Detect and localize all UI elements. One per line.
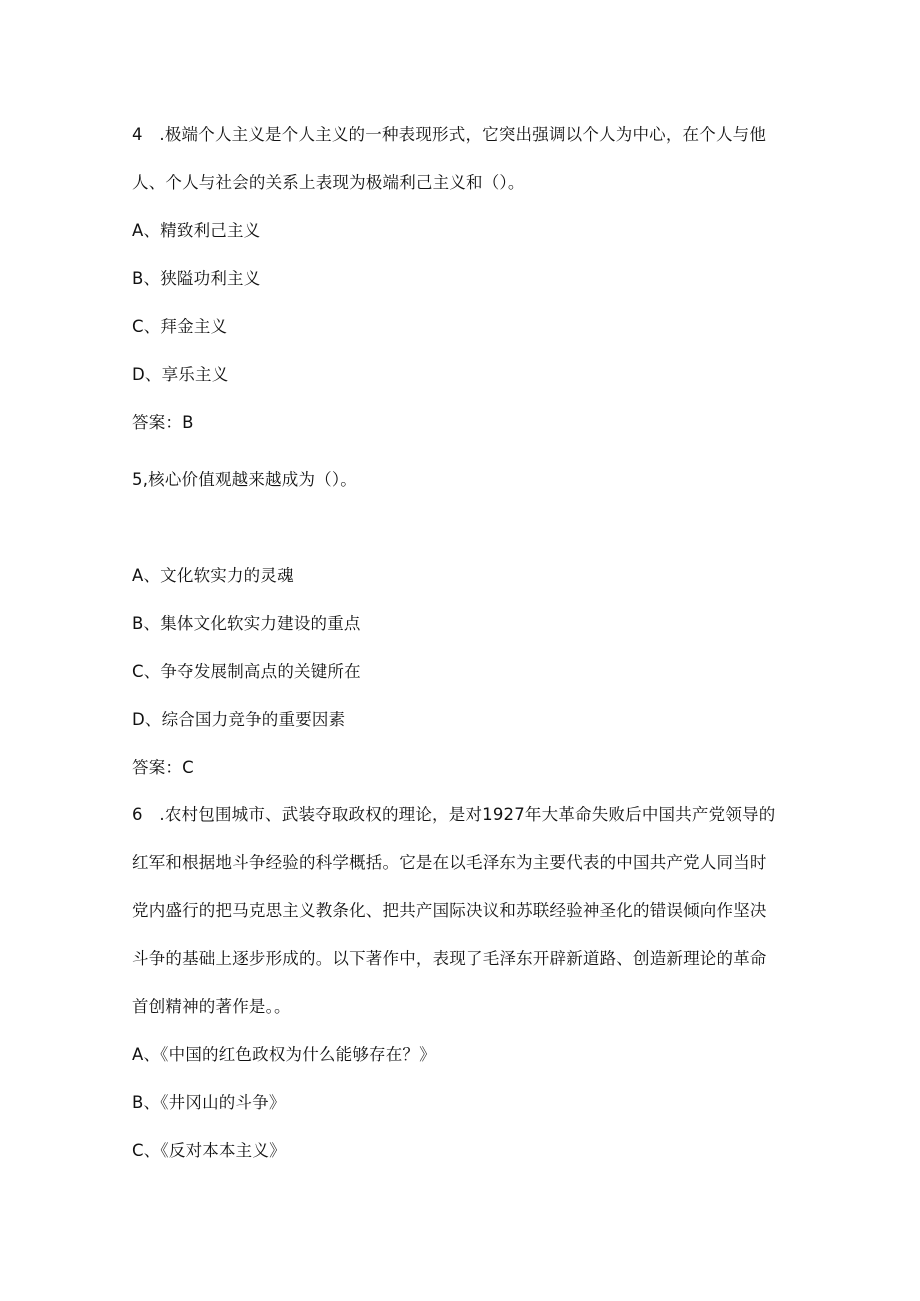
question-4-answer: 答案：B	[132, 413, 194, 432]
question-4-stem-line-2: 人、个人与社会的关系上表现为极端利己主义和（）。	[132, 173, 525, 192]
question-5-option-c: C、争夺发展制高点的关键所在	[132, 662, 361, 681]
question-5-answer: 答案：C	[132, 758, 194, 777]
question-4-option-c: C、拜金主义	[132, 317, 228, 336]
question-6-option-a: A、《中国的红色政权为什么能够存在？》	[132, 1045, 436, 1064]
question-6-option-b: B、《井冈山的斗争》	[132, 1093, 286, 1112]
question-6-stem-line-5: 首创精神的著作是。。	[132, 997, 291, 1016]
question-6-stem-line-3: 党内盛行的把马克思主义教条化、把共产国际决议和苏联经验神圣化的错误倾向作坚决	[132, 901, 767, 920]
question-6-stem-line-1: 6 .农村包围城市、武装夺取政权的理论，是对1927年大革命失败后中国共产党领导的	[132, 805, 776, 824]
question-4-option-b: B、狭隘功利主义	[132, 269, 261, 288]
question-6-stem-line-2: 红军和根据地斗争经验的科学概括。它是在以毛泽东为主要代表的中国共产党人同当时	[132, 853, 767, 872]
question-4-stem-line-1: 4 .极端个人主义是个人主义的一种表现形式，它突出强调以个人为中心，在个人与他	[132, 125, 767, 144]
question-4-option-d: D、享乐主义	[132, 365, 229, 384]
question-5-option-b: B、集体文化软实力建设的重点	[132, 614, 361, 633]
question-4-option-a: A、精致利己主义	[132, 221, 261, 240]
question-6-stem-line-4: 斗争的基础上逐步形成的。以下著作中，表现了毛泽东开辟新道路、创造新理论的革命	[132, 949, 767, 968]
question-5-stem-line-1: 5,核心价值观越来越成为（）。	[132, 470, 357, 489]
question-5-option-d: D、综合国力竞争的重要因素	[132, 710, 346, 729]
question-5-option-a: A、文化软实力的灵魂	[132, 566, 294, 585]
question-6-option-c: C、《反对本本主义》	[132, 1141, 286, 1160]
